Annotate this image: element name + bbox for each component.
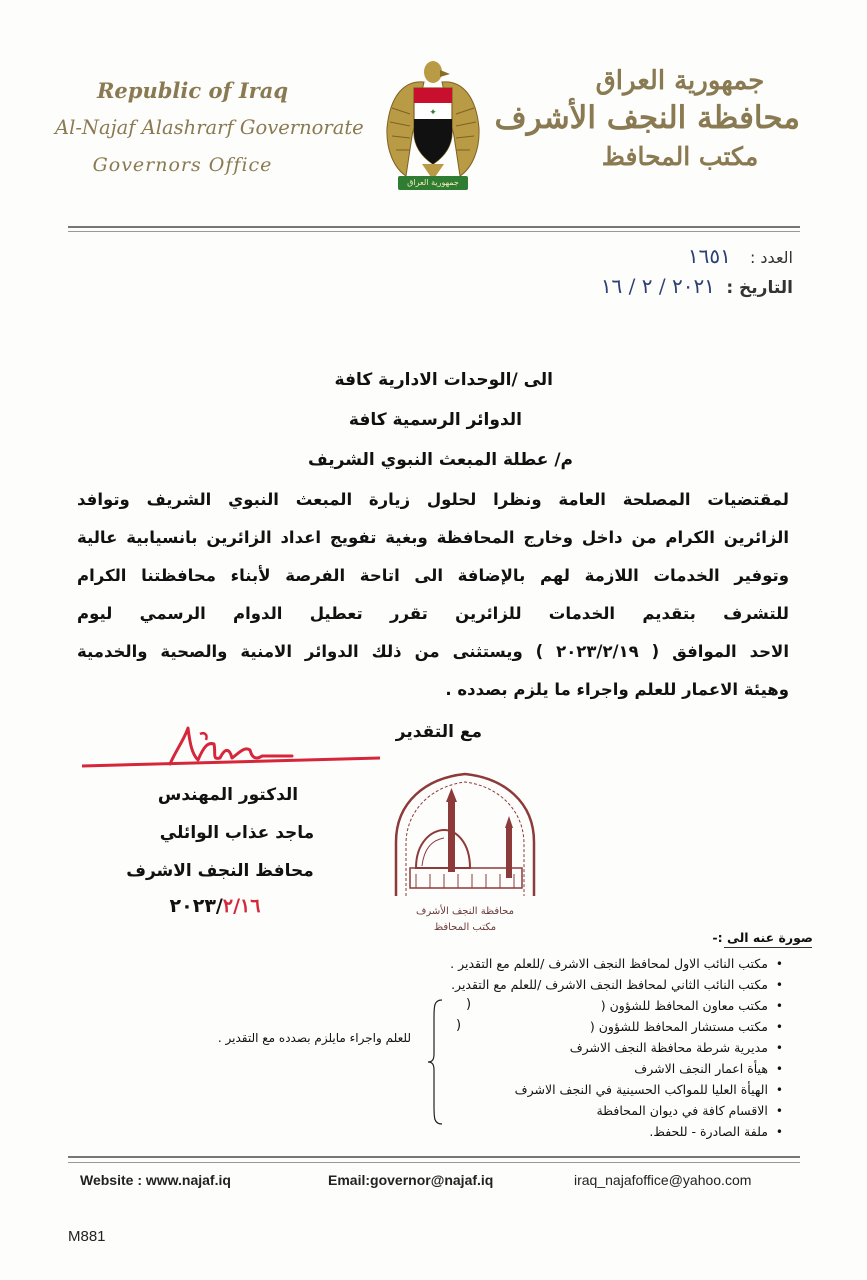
bullet-icon: • xyxy=(775,1041,783,1055)
cc-item xyxy=(450,956,783,971)
body-line-last: وهيئة الاعمار للعلم واجراء ما يلزم بصدده . xyxy=(445,680,789,699)
reference-number-value: ١٦٥١ xyxy=(687,244,731,268)
footer-website: Website : www.najaf.iq xyxy=(80,1172,231,1188)
signatory-block xyxy=(110,785,330,917)
cc-item xyxy=(515,1082,783,1097)
cc-item-text: الاقسام كافة في ديوان المحافظة xyxy=(596,1103,768,1118)
subject-line: م/ عطلة المبعث النبوي الشريف xyxy=(308,450,573,470)
official-stamp xyxy=(386,772,544,942)
cc-item xyxy=(590,1019,783,1034)
cc-bracket-note: للعلم واجراء مايلزم بصدده مع التقدير . xyxy=(217,1031,411,1045)
reference-number xyxy=(688,244,793,268)
signatory-position: محافظ النجف الاشرف xyxy=(126,861,314,881)
cc-item xyxy=(634,1061,783,1076)
footer-alt-email: iraq_najafoffice@yahoo.com xyxy=(574,1172,752,1188)
closing: مع التقدير xyxy=(395,722,482,742)
document-code: M881 xyxy=(68,1228,106,1245)
stamp-text-2: مكتب المحافظ xyxy=(433,922,497,933)
cc-item-text: مديرية شرطة محافظة النجف الاشرف xyxy=(569,1040,768,1055)
cc-item-text: ملفة الصادرة - للحفظ. xyxy=(649,1124,768,1139)
bullet-icon: • xyxy=(775,999,783,1013)
cc-bracket xyxy=(426,998,444,1126)
cc-paren: ) xyxy=(466,997,472,1012)
cc-item xyxy=(451,977,783,992)
cc-item xyxy=(601,998,783,1013)
iraq-emblem xyxy=(384,58,482,196)
signatory-name: ماجد عذاب الوائلي xyxy=(159,823,315,843)
reference-date-label: التاريخ : xyxy=(726,278,793,298)
footer-rule-top xyxy=(68,1156,800,1158)
signatory-date-printed: ٢٠٢٣/ xyxy=(169,895,223,917)
cc-paren: ) xyxy=(456,1018,462,1033)
cc-item-text: مكتب معاون المحافظ للشؤون ( xyxy=(600,998,768,1013)
reference-number-label: العدد : xyxy=(749,248,793,267)
cc-item-text: الهيأة العليا للمواكب الحسينية في النجف الاشرف xyxy=(514,1082,768,1097)
signatory-date xyxy=(100,895,330,917)
letterhead-english xyxy=(55,78,364,176)
body-line: وتوفير الخدمات اللازمة لهم بالإضافة الى اتاحة الفرصة لأبناء محافظتنا الكرام xyxy=(77,566,789,585)
cc-item xyxy=(596,1103,783,1118)
footer-rule-bottom xyxy=(68,1162,800,1163)
signature xyxy=(80,720,380,780)
signature-icon xyxy=(80,720,380,780)
bracket-icon xyxy=(426,998,444,1126)
cc-heading: صورة عنه الى :- xyxy=(712,930,813,945)
header-rule-bottom xyxy=(68,231,800,232)
footer-email: Email:governor@najaf.iq xyxy=(328,1172,494,1188)
body-line: لمقتضيات المصلحة العامة ونظرا لحلول زيارة المبعث النبوي الشريف وتوافد xyxy=(77,490,789,509)
bullet-icon: • xyxy=(775,1062,783,1076)
letterhead-office-ar: مكتب المحافظ xyxy=(601,142,759,171)
stamp-text-1: محافظة النجف الأشرف xyxy=(416,906,514,917)
bullet-icon: • xyxy=(775,978,783,992)
bullet-icon: • xyxy=(775,1125,783,1139)
cc-item-text: هيأة اعمار النجف الاشرف xyxy=(634,1061,768,1076)
header-rule-top xyxy=(68,226,800,228)
cc-item xyxy=(570,1040,783,1055)
addressee-line-2: الدوائر الرسمية كافة xyxy=(348,410,522,430)
letterhead-governorate-en: Al-Najaf Alashrarf Governorate xyxy=(55,116,364,139)
signatory-title: الدكتور المهندس xyxy=(157,785,299,805)
bullet-icon: • xyxy=(775,1020,783,1034)
cc-heading-underline xyxy=(724,947,812,948)
cc-item-text: مكتب النائب الاول لمحافظ النجف الاشرف /للعلم مع التقدير . xyxy=(450,956,768,971)
reference-date xyxy=(601,274,793,298)
bullet-icon: • xyxy=(775,1104,783,1118)
body-line: للتشرف بتقديم الخدمات للزائرين تقرر تعطيل الدوام الرسمي ليوم xyxy=(77,604,789,623)
letterhead-republic-en: Republic of Iraq xyxy=(96,78,289,103)
addressee-line-1: الى /الوحدات الادارية كافة xyxy=(334,370,553,390)
letterhead-governorate-ar: محافظة النجف الأشرف xyxy=(494,100,800,136)
shrine-stamp-icon xyxy=(386,772,544,902)
body-line: الزائرين الكرام من داخل وخارج المحافظة وبغية تفويج اعداد الزائرين بانسيابية عالية xyxy=(77,528,789,547)
emblem-label: جمهورية العراق xyxy=(407,178,459,187)
cc-item-text: مكتب النائب الثاني لمحافظ النجف الاشرف /للعلم مع التقدير. xyxy=(451,977,768,992)
cc-item-text: مكتب مستشار المحافظ للشؤون ( xyxy=(589,1019,768,1034)
letterhead-arabic xyxy=(494,66,800,171)
bullet-icon: • xyxy=(775,1083,783,1097)
signatory-date-handwritten: ٢/١٦ xyxy=(222,895,261,917)
bullet-icon: • xyxy=(775,957,783,971)
body-line: الاحد الموافق ( ٢٠٢٣/٢/١٩ ) ويستثنى من ذلك الدوائر الامنية والصحية والخدمية xyxy=(77,642,790,661)
reference-date-value: ٢٠٢١ / ٢ / ١٦ xyxy=(600,274,715,298)
letterhead-office-en: Governors Office xyxy=(92,154,273,176)
cc-item xyxy=(649,1124,783,1139)
svg-text:✦: ✦ xyxy=(429,108,437,118)
letterhead-republic-ar: جمهورية العراق xyxy=(595,66,765,96)
